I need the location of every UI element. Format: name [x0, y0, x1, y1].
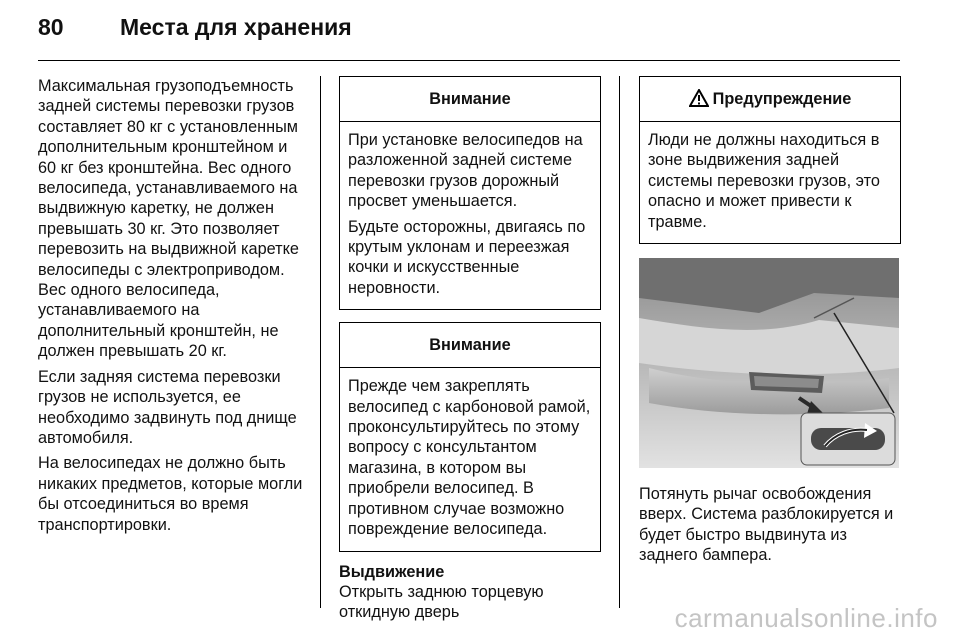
header-rule — [38, 60, 900, 61]
warning-triangle-icon — [689, 80, 709, 124]
watermark: carmanualsonline.info — [674, 603, 938, 633]
column-divider — [619, 76, 620, 608]
caution-text: Будьте осторожны, двигаясь по крутым уклонам и переезжая кочки и искусственные неровности. — [348, 217, 586, 297]
release-lever-illustration — [639, 258, 899, 468]
paragraph: На велосипедах не должно быть никаких предметов, которые могли бы отсоединиться во время транспортировки. — [38, 454, 303, 534]
warning-text: Люди не должны находиться в зоне выдвижения задней системы перевозки грузов, это опасно и может привести к травме. — [648, 131, 880, 231]
column-3 — [639, 76, 901, 566]
warning-title: Предупреждение — [712, 90, 852, 108]
caution-title: Внимание — [340, 323, 600, 368]
page-number: 80 — [38, 14, 64, 40]
caution-title: Внимание — [340, 77, 600, 122]
column-divider — [320, 76, 321, 608]
caution-box — [339, 322, 601, 551]
paragraph: Если задняя система перевозки грузов не используется, ее необходимо задвинуть под днище автомобиля. — [38, 367, 297, 447]
column-1 — [38, 76, 303, 540]
column-2 — [339, 76, 601, 623]
page-header — [38, 14, 352, 41]
page-title: Места для хранения — [120, 14, 352, 40]
warning-header — [640, 77, 900, 122]
paragraph: Максимальная грузоподъемность задней системы перевозки грузов составляет 80 кг с установленным дополнительным кронштейном и 60 кг без кронштейна. Вес одного велосипеда, устанавливаемого на выдвижную каретку, не должен превышать 30 кг. Это позволяет перевозить на выдвижной каретке велосипеды с электроприводом. Вес одного велосипеда, устанавливаемого на дополнительный кронштейн, не должен превышать 20 кг. — [38, 77, 299, 361]
section-subheading: Выдвижение — [339, 562, 445, 581]
warning-box — [639, 76, 901, 244]
section-text: Открыть заднюю торцевую откидную дверь — [339, 582, 544, 622]
caution-box — [339, 76, 601, 310]
caution-text: Прежде чем закреплять велосипед с карбоновой рамой, проконсультируйтесь по этому вопросу с консультантом магазина, в котором вы приобрели велосипед. В противном случае возможно повреждение велосипеда. — [348, 377, 591, 539]
caution-text: При установке велосипедов на разложенной задней системе перевозки грузов дорожный просвет уменьшается. — [348, 131, 583, 211]
figure-caption: Потянуть рычаг освобождения вверх. Система разблокируется и будет быстро выдвинута из заднего бампера. — [639, 485, 894, 565]
